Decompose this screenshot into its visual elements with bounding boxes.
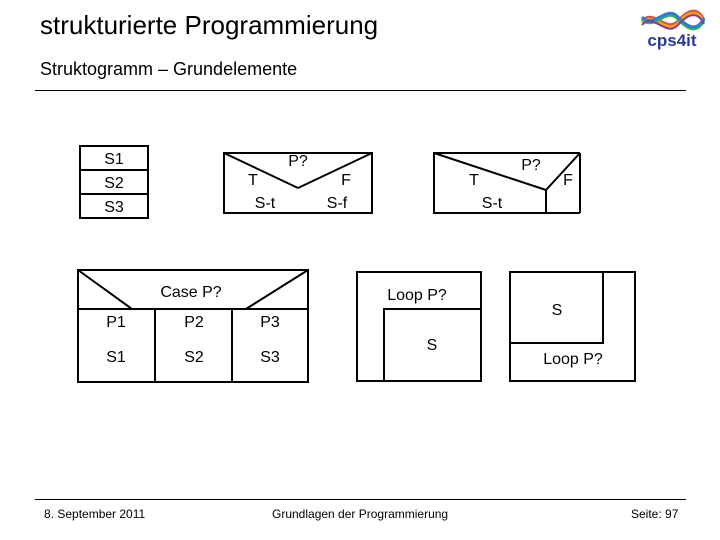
case-value-1: P1 — [106, 314, 126, 331]
branch-full-true-statement: S-t — [254, 195, 276, 212]
branch-full-false-label: F — [341, 172, 351, 189]
branch-true-only-false-label: F — [563, 172, 573, 189]
sequence-statement-1: S1 — [104, 151, 124, 168]
branch-full-condition: P? — [288, 153, 308, 170]
branch-true-only-block — [434, 153, 580, 213]
case-statement-1: S1 — [106, 349, 126, 366]
loop-foot-body: S — [551, 302, 563, 319]
loop-head-body: S — [426, 337, 438, 354]
case-condition: Case P? — [160, 284, 222, 301]
footer-date: 8. September 2011 — [44, 507, 146, 521]
branch-true-only-true-label: T — [469, 172, 479, 189]
case-statement-2: S2 — [184, 349, 204, 366]
branch-full-false-statement: S-f — [326, 195, 348, 212]
branch-full-true-label: T — [248, 172, 258, 189]
footer-center: Grundlagen der Programmierung — [272, 507, 449, 521]
page-title: strukturierte Programmierung — [40, 10, 379, 40]
footer-page: Seite: 97 — [631, 507, 679, 521]
case-value-2: P2 — [184, 314, 204, 331]
branch-true-only-condition: P? — [521, 157, 541, 174]
loop-foot-condition: Loop P? — [543, 351, 603, 368]
loop-head-condition: Loop P? — [387, 287, 447, 304]
footer-divider — [35, 499, 686, 500]
page-subtitle: Struktogramm – Grundelemente — [40, 59, 298, 79]
branch-true-only-true-statement: S-t — [481, 195, 503, 212]
sequence-statement-3: S3 — [104, 199, 124, 216]
case-statement-3: S3 — [260, 349, 280, 366]
logo-text: cps4it — [647, 31, 697, 50]
sequence-statement-2: S2 — [104, 175, 124, 192]
case-value-3: P3 — [260, 314, 280, 331]
